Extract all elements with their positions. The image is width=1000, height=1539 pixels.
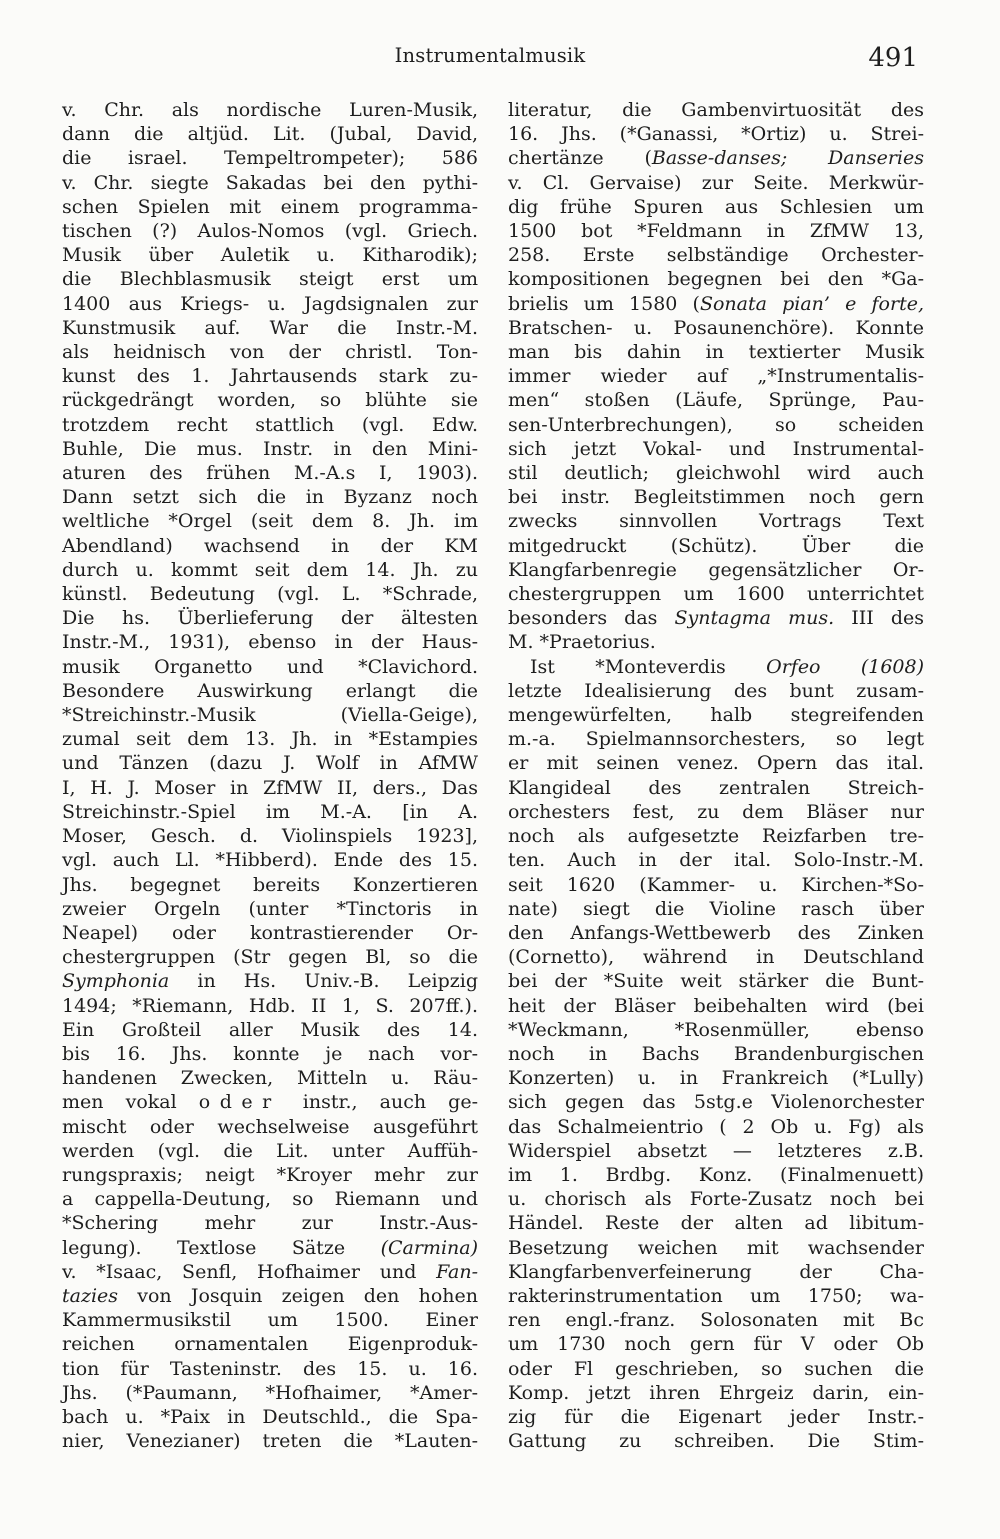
text-line bbox=[62, 1381, 478, 1405]
text-line bbox=[508, 509, 924, 533]
italic-text: Basse-danses; Danseries bbox=[651, 147, 924, 170]
text-line bbox=[508, 1236, 924, 1260]
text-line bbox=[62, 751, 478, 775]
text-line bbox=[508, 1357, 924, 1381]
text-line bbox=[508, 1066, 924, 1090]
text-line bbox=[508, 897, 924, 921]
paragraph bbox=[508, 98, 924, 655]
text-line bbox=[62, 534, 478, 558]
text-span: Klangideal des zentralen Streich- bbox=[508, 776, 924, 799]
text-line bbox=[508, 1429, 924, 1453]
text-span: m.-a. Spielmannsorchesters, so legt bbox=[508, 728, 924, 751]
text-line bbox=[508, 292, 924, 316]
text-span: musik Organetto und *Clavichord. bbox=[62, 655, 478, 678]
text-span: chestergruppen (Str gegen Bl, so die bbox=[62, 946, 478, 969]
text-line bbox=[508, 1211, 924, 1235]
text-span: durch u. kommt seit dem 14. Jh. zu bbox=[62, 558, 478, 581]
italic-text: Fan- bbox=[436, 1260, 478, 1283]
text-line bbox=[62, 824, 478, 848]
text-line bbox=[508, 1332, 924, 1356]
italic-text: Syntagma mus. bbox=[674, 607, 835, 630]
text-span: trotzdem recht stattlich (vgl. Edw. bbox=[62, 413, 478, 436]
paragraph bbox=[508, 655, 924, 1454]
text-line bbox=[62, 727, 478, 751]
letterspaced-text: oder bbox=[198, 1091, 281, 1114]
text-line bbox=[62, 655, 478, 679]
text-line bbox=[508, 800, 924, 824]
text-line bbox=[508, 994, 924, 1018]
text-line bbox=[508, 413, 924, 437]
text-line bbox=[62, 606, 478, 630]
text-span: bach u. *Paix in Deutschld., die Spa- bbox=[62, 1405, 478, 1428]
text-span: Besondere Auswirkung erlangt die bbox=[62, 679, 478, 702]
text-span: immer wieder auf „*Instrumentalis- bbox=[508, 365, 924, 388]
text-span: tion für Tasteninstr. des 15. u. 16. bbox=[62, 1357, 478, 1380]
text-line bbox=[508, 243, 924, 267]
text-line bbox=[62, 1332, 478, 1356]
text-line bbox=[508, 1018, 924, 1042]
text-line bbox=[508, 679, 924, 703]
text-span: zumal seit dem 13. Jh. in *Estampies bbox=[62, 728, 478, 751]
text-span: zwecks sinnvollen Vortrags Text bbox=[508, 510, 924, 533]
text-span: im 1. Brdbg. Konz. (Finalmenuett) bbox=[508, 1163, 924, 1186]
text-line bbox=[62, 292, 478, 316]
text-span: *Schering mehr zur Instr.-Aus- bbox=[62, 1212, 478, 1235]
text-span: seit 1620 (Kammer- u. Kirchen-*So- bbox=[508, 873, 924, 896]
text-line bbox=[62, 1308, 478, 1332]
text-span: dig frühe Spuren aus Schlesien um bbox=[508, 195, 924, 218]
page-number: 491 bbox=[868, 43, 918, 73]
text-span: handenen Zwecken, Mitteln u. Räu- bbox=[62, 1067, 478, 1090]
text-span: rückgedrängt worden, so blühte sie bbox=[62, 389, 478, 412]
text-span: Bratschen- u. Posaunenchöre). Konnte bbox=[508, 316, 924, 339]
text-line bbox=[508, 1139, 924, 1163]
text-span: Widerspiel absetzt — letzteres z.B. bbox=[508, 1139, 924, 1162]
text-span: chertänze ( bbox=[508, 147, 652, 170]
text-line bbox=[62, 969, 478, 993]
text-span: brielis um 1580 ( bbox=[508, 292, 700, 315]
text-span: die Blechblasmusik steigt erst um bbox=[62, 268, 478, 291]
text-span: weltliche *Orgel (seit dem 8. Jh. im bbox=[62, 510, 478, 533]
text-span: künstl. Bedeutung (vgl. L. *Schrade, bbox=[62, 583, 478, 606]
text-span: orchesters fest, zu dem Bläser nur bbox=[508, 800, 924, 823]
text-span: kunst des 1. Jahrtausends stark zu- bbox=[62, 365, 478, 388]
text-line bbox=[508, 534, 924, 558]
text-span: Musik über Auletik u. Kitharodik); bbox=[62, 244, 478, 267]
text-line bbox=[508, 703, 924, 727]
text-line bbox=[62, 98, 478, 122]
text-span: Streichinstr.-Spiel im M.-A. [in A. bbox=[62, 800, 478, 823]
text-line bbox=[508, 606, 924, 630]
text-line bbox=[62, 1357, 478, 1381]
text-line bbox=[508, 461, 924, 485]
text-line bbox=[508, 146, 924, 170]
text-line bbox=[508, 558, 924, 582]
text-span: *Streichinstr.-Musik (Viella-Geige), bbox=[62, 704, 478, 727]
text-span: bis 16. Jhs. konnte je nach vor- bbox=[62, 1042, 478, 1065]
text-span: 258. Erste selbständige Orchester- bbox=[508, 244, 924, 267]
text-line bbox=[508, 1042, 924, 1066]
text-span: legung). Textlose Sätze bbox=[62, 1236, 381, 1259]
text-span: sich jetzt Vokal- und Instrumental- bbox=[508, 437, 924, 460]
text-line bbox=[508, 437, 924, 461]
text-span: mengewürfelten, halb stegreifenden bbox=[508, 704, 924, 727]
text-line bbox=[62, 630, 478, 654]
text-span: als heidnisch von der christl. Ton- bbox=[62, 341, 478, 364]
text-line bbox=[62, 1284, 478, 1308]
text-span: aturen des frühen M.-A.s I, 1903). bbox=[62, 462, 478, 485]
text-span: u. chorisch als Forte-Zusatz noch bei bbox=[508, 1188, 924, 1211]
text-span: kompositionen begegnen bei den *Ga- bbox=[508, 268, 924, 291]
text-line bbox=[62, 848, 478, 872]
italic-text: Orfeo (1608) bbox=[766, 655, 925, 678]
text-span: stil deutlich; gleichwohl wird auch bbox=[508, 462, 924, 485]
text-span: rungspraxis; neigt *Kroyer mehr zur bbox=[62, 1163, 478, 1186]
text-line bbox=[62, 437, 478, 461]
text-line bbox=[508, 848, 924, 872]
text-span: Die hs. Überlieferung der ältesten bbox=[62, 607, 478, 630]
text-span: Ist *Monteverdis bbox=[530, 655, 767, 678]
text-line bbox=[508, 267, 924, 291]
text-span: Konzerten) u. in Frankreich (*Lully) bbox=[508, 1067, 924, 1090]
text-line bbox=[62, 703, 478, 727]
text-span: v. *Isaac, Senfl, Hofhaimer und bbox=[62, 1260, 437, 1283]
text-line bbox=[62, 1115, 478, 1139]
text-span: a cappella-Deutung, so Riemann und bbox=[62, 1188, 478, 1211]
text-span: v. Chr. siegte Sakadas bei den pythi- bbox=[62, 171, 478, 194]
text-span: dann die altjüd. Lit. (Jubal, David, bbox=[62, 123, 478, 146]
text-line bbox=[508, 316, 924, 340]
text-span: vgl. auch Ll. *Hibberd). Ende des 15. bbox=[62, 849, 478, 872]
text-span: oder Fl geschrieben, so suchen die bbox=[508, 1357, 924, 1380]
text-span: bei der *Suite weit stärker die Bunt- bbox=[508, 970, 924, 993]
text-line bbox=[62, 413, 478, 437]
text-line bbox=[508, 824, 924, 848]
left-column bbox=[62, 98, 478, 1453]
text-line bbox=[62, 1429, 478, 1453]
text-span: Jhs. begegnet bereits Konzertieren bbox=[62, 873, 478, 896]
text-line bbox=[508, 969, 924, 993]
text-line bbox=[62, 945, 478, 969]
text-span: v. Chr. als nordische Luren-Musik, bbox=[62, 99, 478, 121]
text-span: 1500 bot *Feldmann in ZfMW 13, bbox=[508, 220, 924, 243]
text-line bbox=[62, 558, 478, 582]
text-span: men vokal bbox=[62, 1091, 199, 1114]
text-line bbox=[62, 364, 478, 388]
italic-text: Sonata pian’ e forte, bbox=[699, 292, 924, 315]
text-span: v. Cl. Gervaise) zur Seite. Merkwür- bbox=[508, 171, 924, 194]
text-line bbox=[508, 655, 924, 679]
text-line bbox=[508, 1405, 924, 1429]
text-span: die israel. Tempeltrompeter); 586 bbox=[62, 147, 478, 170]
text-span: er mit seinen venez. Opern das ital. bbox=[508, 752, 924, 775]
right-column bbox=[508, 98, 924, 1453]
text-line bbox=[62, 897, 478, 921]
text-span: 1400 aus Kriegs- u. Jagdsignalen zur bbox=[62, 292, 478, 315]
text-span: III des bbox=[834, 607, 924, 630]
text-span: Händel. Reste der alten ad libitum- bbox=[508, 1212, 924, 1235]
text-line bbox=[62, 1405, 478, 1429]
text-line bbox=[62, 776, 478, 800]
text-line bbox=[62, 1042, 478, 1066]
text-line bbox=[508, 122, 924, 146]
text-span: chestergruppen um 1600 unterrichtet bbox=[508, 583, 924, 606]
text-line bbox=[508, 171, 924, 195]
text-line bbox=[62, 1236, 478, 1260]
text-span: Klangfarbenverfeinerung der Cha- bbox=[508, 1260, 924, 1283]
text-span: mitgedruckt (Schütz). Über die bbox=[508, 534, 924, 557]
text-line bbox=[508, 219, 924, 243]
text-span: Abendland) wachsend in der KM bbox=[62, 534, 478, 557]
text-span: schen Spielen mit einem programma- bbox=[62, 195, 478, 218]
text-span: 1494; *Riemann, Hdb. II 1, S. 207ff.). bbox=[62, 994, 478, 1017]
text-span: reichen ornamentalen Eigenproduk- bbox=[62, 1333, 478, 1356]
text-span: und Tänzen (dazu J. Wolf in AfMW bbox=[62, 752, 478, 775]
text-span: I, H. J. Moser in ZfMW II, ders., Das bbox=[62, 776, 478, 799]
text-span: besonders das bbox=[508, 607, 675, 630]
text-line bbox=[508, 195, 924, 219]
text-line bbox=[508, 1090, 924, 1114]
text-line bbox=[508, 582, 924, 606]
text-line bbox=[62, 1260, 478, 1284]
text-line bbox=[508, 1308, 924, 1332]
text-span: bei instr. Begleitstimmen noch gern bbox=[508, 486, 924, 509]
text-span: Buhle, Die mus. Instr. in den Mini- bbox=[62, 437, 478, 460]
text-line bbox=[62, 195, 478, 219]
text-span: sich gegen das 5stg.e Violenorchester bbox=[508, 1091, 924, 1114]
text-line bbox=[62, 873, 478, 897]
text-line bbox=[62, 1066, 478, 1090]
text-line bbox=[508, 364, 924, 388]
text-line bbox=[62, 1139, 478, 1163]
text-line bbox=[62, 1090, 478, 1114]
text-span: werden (vgl. die Lit. unter Auffüh- bbox=[62, 1139, 478, 1162]
text-span: Neapel) oder kontrastierender Or- bbox=[62, 921, 478, 944]
text-line bbox=[508, 1163, 924, 1187]
text-line bbox=[508, 873, 924, 897]
text-span: von Josquin zeigen den hohen bbox=[118, 1284, 478, 1307]
text-span: Ein Großteil aller Musik des 14. bbox=[62, 1018, 478, 1041]
text-line bbox=[508, 727, 924, 751]
text-span: (Cornetto), während in Deutschland bbox=[508, 946, 924, 969]
text-span: in Hs. Univ.-B. Leipzig bbox=[169, 970, 478, 993]
text-line bbox=[62, 146, 478, 170]
text-span: men“ stoßen (Läufe, Sprünge, Pau- bbox=[508, 389, 924, 412]
italic-text: tazies bbox=[62, 1284, 119, 1307]
text-line bbox=[62, 1163, 478, 1187]
text-span: zig für die Eigenart jeder Instr.- bbox=[508, 1405, 924, 1428]
paragraph bbox=[62, 98, 478, 1453]
text-span: nate) siegt die Violine rasch über bbox=[508, 897, 924, 920]
text-line bbox=[62, 267, 478, 291]
text-line bbox=[508, 776, 924, 800]
text-line bbox=[62, 994, 478, 1018]
text-span: Klangfarbenregie gegensätzlicher Or- bbox=[508, 558, 924, 581]
text-span: noch als aufgesetzte Reizfarben tre- bbox=[508, 825, 924, 848]
text-span: Besetzung weichen mit wachsender bbox=[508, 1236, 924, 1259]
text-line bbox=[62, 485, 478, 509]
text-line bbox=[62, 1018, 478, 1042]
text-span: Dann setzt sich die in Byzanz noch bbox=[62, 486, 478, 509]
text-line bbox=[508, 1284, 924, 1308]
text-span: Kunstmusik auf. War die Instr.-M. bbox=[62, 316, 478, 339]
text-line bbox=[62, 1211, 478, 1235]
text-span: ten. Auch in der ital. Solo-Instr.-M. bbox=[508, 849, 924, 872]
text-line bbox=[508, 630, 924, 654]
text-line bbox=[62, 921, 478, 945]
text-line bbox=[508, 751, 924, 775]
text-span: M. *Praetorius. bbox=[508, 631, 656, 654]
text-span: instr., auch ge- bbox=[280, 1091, 478, 1114]
text-span: Instr.-M., 1931), ebenso in der Haus- bbox=[62, 631, 478, 654]
text-span: zweier Orgeln (unter *Tinctoris in bbox=[62, 897, 478, 920]
text-line bbox=[508, 921, 924, 945]
text-span: Gattung zu schreiben. Die Stim- bbox=[508, 1430, 924, 1453]
text-line bbox=[508, 945, 924, 969]
text-line bbox=[62, 122, 478, 146]
text-line bbox=[62, 243, 478, 267]
text-span: das Schalmeientrio ( 2 Ob u. Fg) als bbox=[508, 1115, 924, 1138]
text-span: mischt oder wechselweise ausgeführt bbox=[62, 1115, 478, 1138]
text-line bbox=[62, 171, 478, 195]
text-span: ren engl.-franz. Solosonaten mit Bc bbox=[508, 1309, 924, 1332]
text-line bbox=[62, 316, 478, 340]
text-span: rakterinstrumentation um 1750; wa- bbox=[508, 1284, 924, 1307]
text-line bbox=[62, 461, 478, 485]
text-span: man bis dahin in textierter Musik bbox=[508, 341, 924, 364]
running-title: Instrumentalmusik bbox=[394, 44, 586, 67]
text-line bbox=[62, 679, 478, 703]
text-span: sen-Unterbrechungen), so scheiden bbox=[508, 413, 924, 436]
text-span: Jhs. (*Paumann, *Hofhaimer, *Amer- bbox=[62, 1381, 478, 1404]
text-span: literatur, die Gambenvirtuosität des bbox=[508, 99, 924, 121]
text-span: noch in Bachs Brandenburgischen bbox=[508, 1042, 924, 1065]
text-line bbox=[62, 340, 478, 364]
text-span: letzte Idealisierung des bunt zusam- bbox=[508, 679, 924, 702]
text-span: Kammermusikstil um 1500. Einer bbox=[62, 1309, 478, 1332]
text-line bbox=[62, 582, 478, 606]
text-line bbox=[62, 509, 478, 533]
text-span: tischen (?) Aulos-Nomos (vgl. Griech. bbox=[62, 220, 478, 243]
text-line bbox=[62, 800, 478, 824]
text-line bbox=[508, 98, 924, 122]
text-line bbox=[508, 1381, 924, 1405]
italic-text: (Carmina) bbox=[380, 1236, 478, 1259]
text-line bbox=[508, 1187, 924, 1211]
text-span: heit der Bläser beibehalten wird (bei bbox=[508, 994, 924, 1017]
text-span: *Weckmann, *Rosenmüller, ebenso bbox=[508, 1018, 924, 1041]
text-line bbox=[62, 1187, 478, 1211]
text-line bbox=[508, 1115, 924, 1139]
text-span: Komp. jetzt ihren Ehrgeiz darin, ein- bbox=[508, 1381, 924, 1404]
text-span: um 1730 noch gern für V oder Ob bbox=[508, 1333, 924, 1356]
italic-text: Symphonia bbox=[62, 970, 170, 993]
text-line bbox=[508, 1260, 924, 1284]
text-span: nier, Venezianer) treten die *Lauten- bbox=[62, 1430, 478, 1453]
text-line bbox=[62, 219, 478, 243]
text-line bbox=[62, 388, 478, 412]
text-line bbox=[508, 340, 924, 364]
text-span: Moser, Gesch. d. Violinspiels 1923], bbox=[62, 825, 478, 848]
text-span: den Anfangs-Wettbewerb des Zinken bbox=[508, 921, 924, 944]
text-line bbox=[508, 485, 924, 509]
text-line bbox=[508, 388, 924, 412]
text-span: 16. Jhs. (*Ganassi, *Ortiz) u. Strei- bbox=[508, 123, 924, 146]
